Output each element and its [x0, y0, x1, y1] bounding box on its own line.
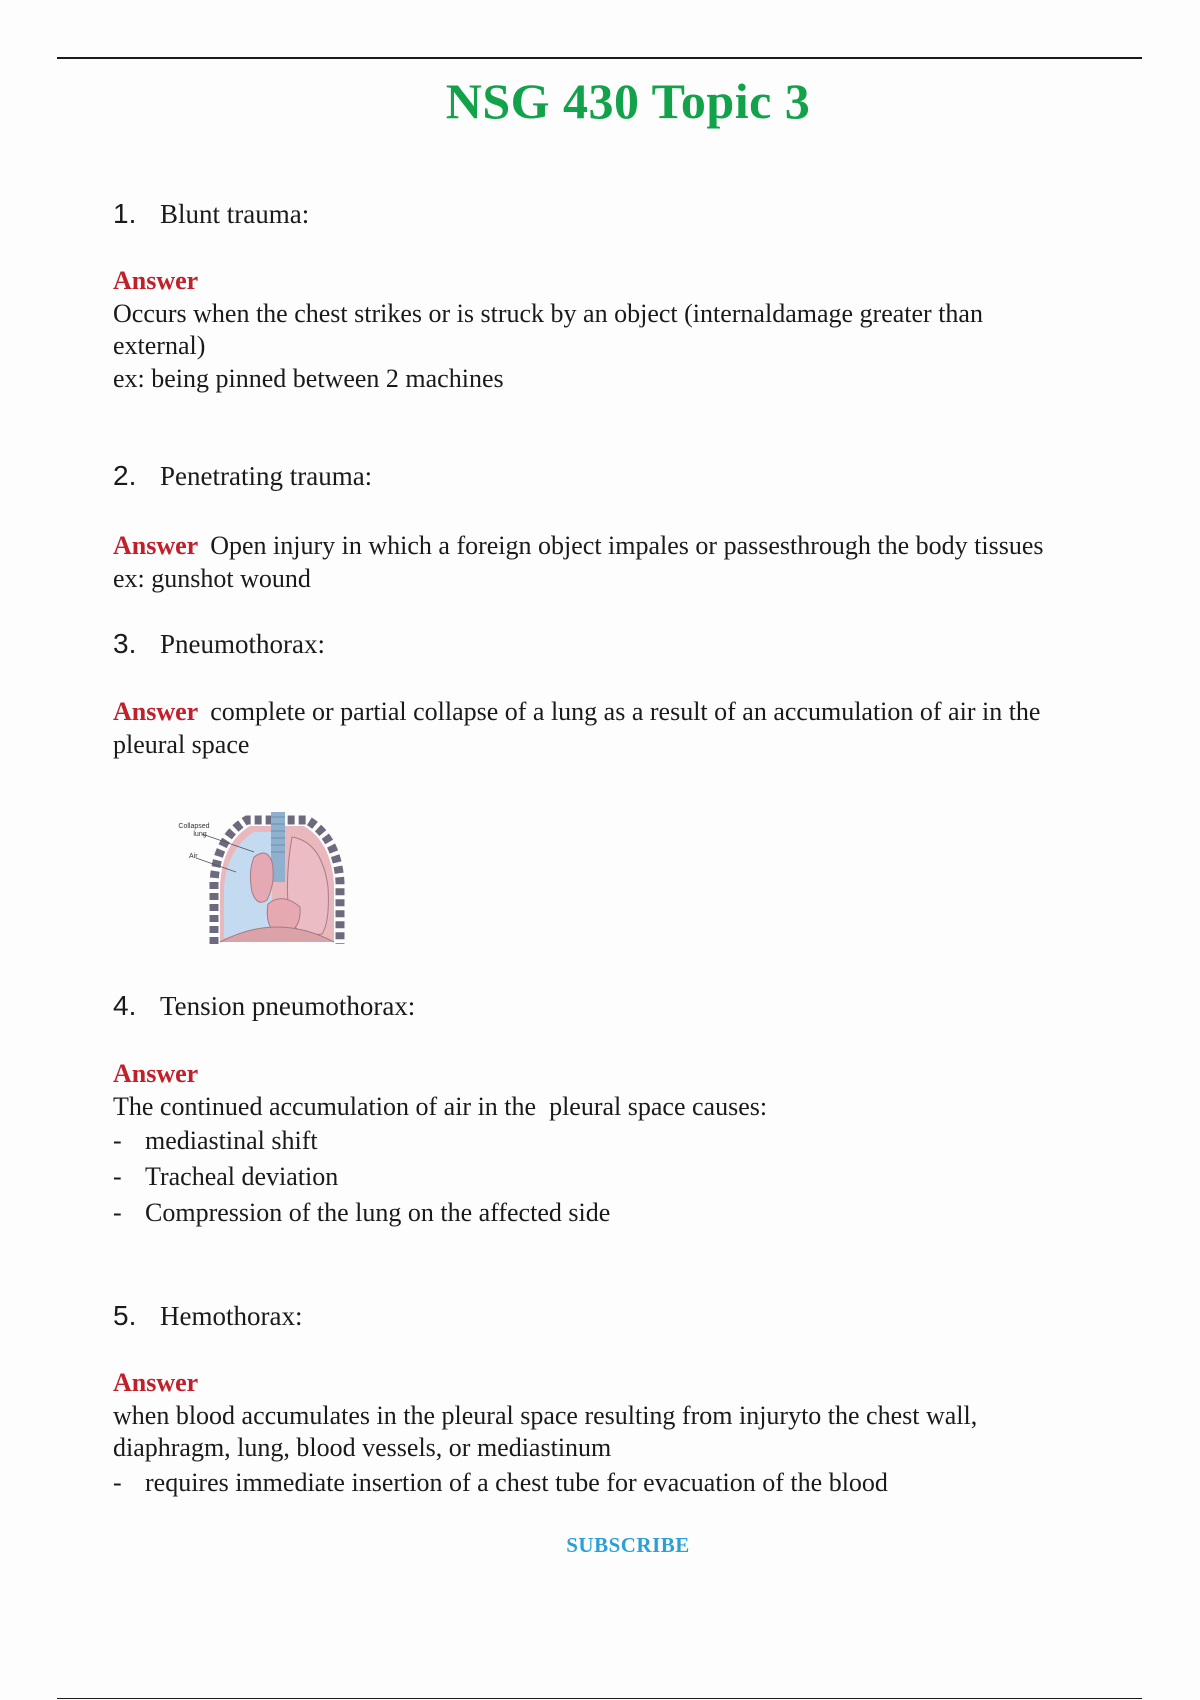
answer-inline-text: complete or partial collapse of a lung as a result of an accumulation of air in the [210, 697, 1041, 726]
bullet-item: - requires immediate insertion of a chest tube for evacuation of the blood [113, 1467, 888, 1497]
question-number: 4. [113, 990, 137, 1021]
answer-label: Answer [113, 531, 199, 560]
figure-label-lung: lung [193, 831, 207, 838]
page-title: NSG 430 Topic 3 [445, 73, 811, 129]
answer-inline-text: Open injury in which a foreign object impales or passesthrough the body tissues [210, 531, 1044, 560]
answer-3 [113, 696, 1193, 761]
question-number: 2. [113, 460, 137, 491]
answer-2 [113, 530, 1193, 595]
question-5 [113, 1300, 302, 1332]
answer-1 [113, 265, 1128, 395]
question-2 [113, 460, 372, 492]
question-prompt: Hemothorax: [160, 1301, 303, 1331]
answer-4 [113, 1058, 1128, 1231]
figure-label-collapsed: Collapsed [178, 823, 210, 830]
answer-line: The continued accumulation of air in the pleural space causes: [113, 1091, 768, 1121]
answer-line: external) [113, 331, 206, 360]
question-prompt: Blunt trauma: [160, 199, 310, 229]
question-4 [113, 990, 415, 1022]
bottom-rule [57, 1698, 1142, 1699]
answer-label: Answer [113, 1059, 199, 1088]
question-1 [113, 198, 309, 230]
answer-line: ex: being pinned between 2 machines [113, 363, 504, 393]
figure-label-air: Air [189, 853, 198, 860]
answer-line: when blood accumulates in the pleural space resulting from injuryto the chest wall, [113, 1400, 978, 1430]
question-prompt: Penetrating trauma: [160, 461, 373, 491]
answer-label: Answer [113, 1368, 199, 1397]
bullet-item: - mediastinal shift [113, 1126, 318, 1155]
top-rule [57, 57, 1142, 59]
subscribe-link[interactable]: SUBSCRIBE [566, 1533, 690, 1557]
pneumothorax-illustration [172, 812, 372, 950]
answer-label: Answer [113, 266, 199, 295]
question-prompt: Tension pneumothorax: [160, 991, 416, 1021]
answer-label: Answer [113, 697, 199, 726]
question-prompt: Pneumothorax: [160, 629, 325, 659]
answer-line: pleural space [113, 729, 250, 759]
answer-line: ex: gunshot wound [113, 563, 311, 593]
answer-line: diaphragm, lung, blood vessels, or mediastinum [113, 1433, 612, 1462]
question-number: 3. [113, 628, 137, 659]
question-number: 1. [113, 198, 137, 229]
answer-line: Occurs when the chest strikes or is struck by an object (internaldamage greater than [113, 298, 983, 328]
answer-5 [113, 1367, 1128, 1501]
bullet-item: - Tracheal deviation [113, 1162, 339, 1191]
question-3 [113, 628, 325, 660]
question-number: 5. [113, 1300, 137, 1331]
bullet-item: - Compression of the lung on the affected side [113, 1198, 611, 1227]
